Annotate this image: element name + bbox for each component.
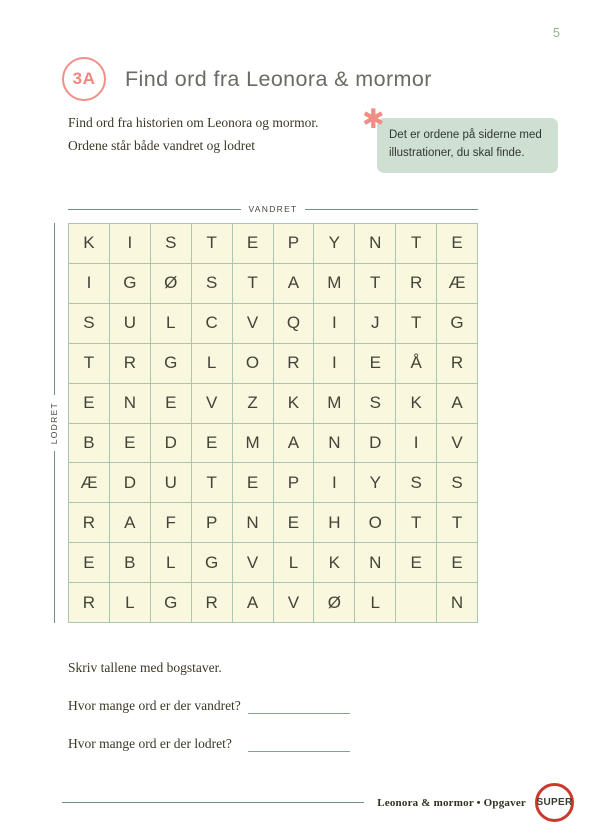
grid-cell: R [69,583,109,622]
grid-cell: O [233,344,273,383]
grid-cell: T [396,304,436,343]
intro-line-1: Find ord fra historien om Leonora og mormor. [68,115,319,130]
grid-cell: G [192,543,232,582]
grid-cell: E [151,384,191,423]
grid-cell: Æ [69,463,109,502]
grid-cell: A [274,264,314,303]
grid-cell: P [192,503,232,542]
grid-cell: E [437,224,477,263]
puzzle-main [40,223,478,623]
page-number: 5 [553,26,560,40]
super-stamp-logo [535,783,574,822]
grid-cell: D [355,424,395,463]
grid-cell: K [396,384,436,423]
grid-cell: E [192,424,232,463]
grid-cell: F [151,503,191,542]
grid-cell: Å [396,344,436,383]
grid-cell: T [437,503,477,542]
word-grid [68,223,478,623]
grid-cell: I [314,463,354,502]
grid-cell: R [110,344,150,383]
grid-cell: S [151,224,191,263]
grid-cell: L [151,543,191,582]
questions-instruction: Skriv tallene med bogstaver. [68,660,222,675]
grid-cell: E [437,543,477,582]
grid-cell: A [110,503,150,542]
grid-cell: L [110,583,150,622]
grid-cell: Ø [151,264,191,303]
grid-cell: E [110,424,150,463]
grid-cell: I [314,304,354,343]
grid-cell: L [274,543,314,582]
intro-text [68,112,368,157]
word-search-puzzle [40,204,478,623]
grid-cell: A [274,424,314,463]
grid-cell: P [274,224,314,263]
grid-cell: T [355,264,395,303]
question-vandret-label: Hvor mange ord er der vandret? [68,698,241,713]
grid-cell: A [233,583,273,622]
axis-line-bottom [54,451,55,623]
question-row-vandret [68,698,468,714]
grid-cell: G [437,304,477,343]
grid-cell: M [314,264,354,303]
grid-cell: V [233,304,273,343]
grid-cell: N [314,424,354,463]
grid-cell: Y [355,463,395,502]
grid-cell: R [192,583,232,622]
grid-cell: T [396,224,436,263]
grid-cell: N [233,503,273,542]
answer-line-lodret[interactable] [248,736,350,752]
grid-cell: E [233,463,273,502]
grid-cell: I [69,264,109,303]
grid-cell: G [151,583,191,622]
grid-cell: J [355,304,395,343]
axis-line-left [68,209,241,210]
grid-cell: E [233,224,273,263]
grid-cell: D [110,463,150,502]
grid-cell [396,583,436,622]
grid-cell: P [274,463,314,502]
asterisk-icon: ✱ [362,104,385,134]
grid-cell: S [192,264,232,303]
grid-cell: G [151,344,191,383]
grid-cell: E [69,543,109,582]
hint-note [362,104,558,173]
grid-cell: L [192,344,232,383]
exercise-badge: 3A [62,57,106,101]
grid-cell: V [437,424,477,463]
grid-cell: B [110,543,150,582]
grid-cell: V [192,384,232,423]
grid-cell: A [437,384,477,423]
grid-cell: T [69,344,109,383]
grid-cell: V [274,583,314,622]
super-stamp-text: SUPER [536,797,573,808]
question-row-lodret [68,736,468,752]
hint-note-box: Det er ordene på siderne med illustrationer, du skal finde. [377,118,558,173]
question-lodret-label: Hvor mange ord er der lodret? [68,736,232,751]
grid-cell: T [233,264,273,303]
grid-cell: R [437,344,477,383]
grid-cell: L [355,583,395,622]
grid-cell: Ø [314,583,354,622]
grid-cell: Z [233,384,273,423]
grid-cell: R [274,344,314,383]
grid-cell: I [110,224,150,263]
grid-cell: V [233,543,273,582]
grid-cell: E [69,384,109,423]
footer-rule-line [62,802,364,803]
footer [62,784,574,821]
grid-cell: U [151,463,191,502]
answer-line-vandret[interactable] [248,698,350,714]
grid-cell: R [69,503,109,542]
grid-cell: R [396,264,436,303]
vertical-axis-header [40,223,68,623]
grid-cell: G [110,264,150,303]
grid-cell: C [192,304,232,343]
grid-cell: T [192,463,232,502]
grid-cell: M [314,384,354,423]
header [62,57,432,101]
grid-cell: N [437,583,477,622]
axis-line-right [305,209,478,210]
grid-cell: L [151,304,191,343]
grid-cell: H [314,503,354,542]
grid-cell: S [437,463,477,502]
grid-cell: N [355,224,395,263]
grid-cell: S [396,463,436,502]
grid-cell: K [69,224,109,263]
grid-cell: E [355,344,395,383]
intro-line-2: Ordene står både vandret og lodret [68,137,256,153]
grid-cell: Æ [437,264,477,303]
grid-cell: S [355,384,395,423]
grid-cell: T [192,224,232,263]
grid-cell: E [396,543,436,582]
horizontal-axis-label: VANDRET [248,204,298,214]
grid-cell: Y [314,224,354,263]
grid-cell: N [355,543,395,582]
vertical-axis-label: LODRET [49,401,59,445]
grid-cell: M [233,424,273,463]
grid-cell: S [69,304,109,343]
footer-book-title: Leonora & mormor • Opgaver [377,796,526,809]
grid-cell: U [110,304,150,343]
grid-cell: Q [274,304,314,343]
axis-line-top [54,223,55,395]
grid-cell: O [355,503,395,542]
grid-cell: K [314,543,354,582]
grid-cell: K [274,384,314,423]
grid-cell: N [110,384,150,423]
horizontal-axis-header [68,204,478,214]
grid-cell: T [396,503,436,542]
grid-cell: E [274,503,314,542]
grid-cell: I [314,344,354,383]
questions-section [68,660,468,752]
grid-cell: I [396,424,436,463]
grid-cell: D [151,424,191,463]
grid-cell: B [69,424,109,463]
page-title: Find ord fra Leonora & mormor [125,66,432,91]
